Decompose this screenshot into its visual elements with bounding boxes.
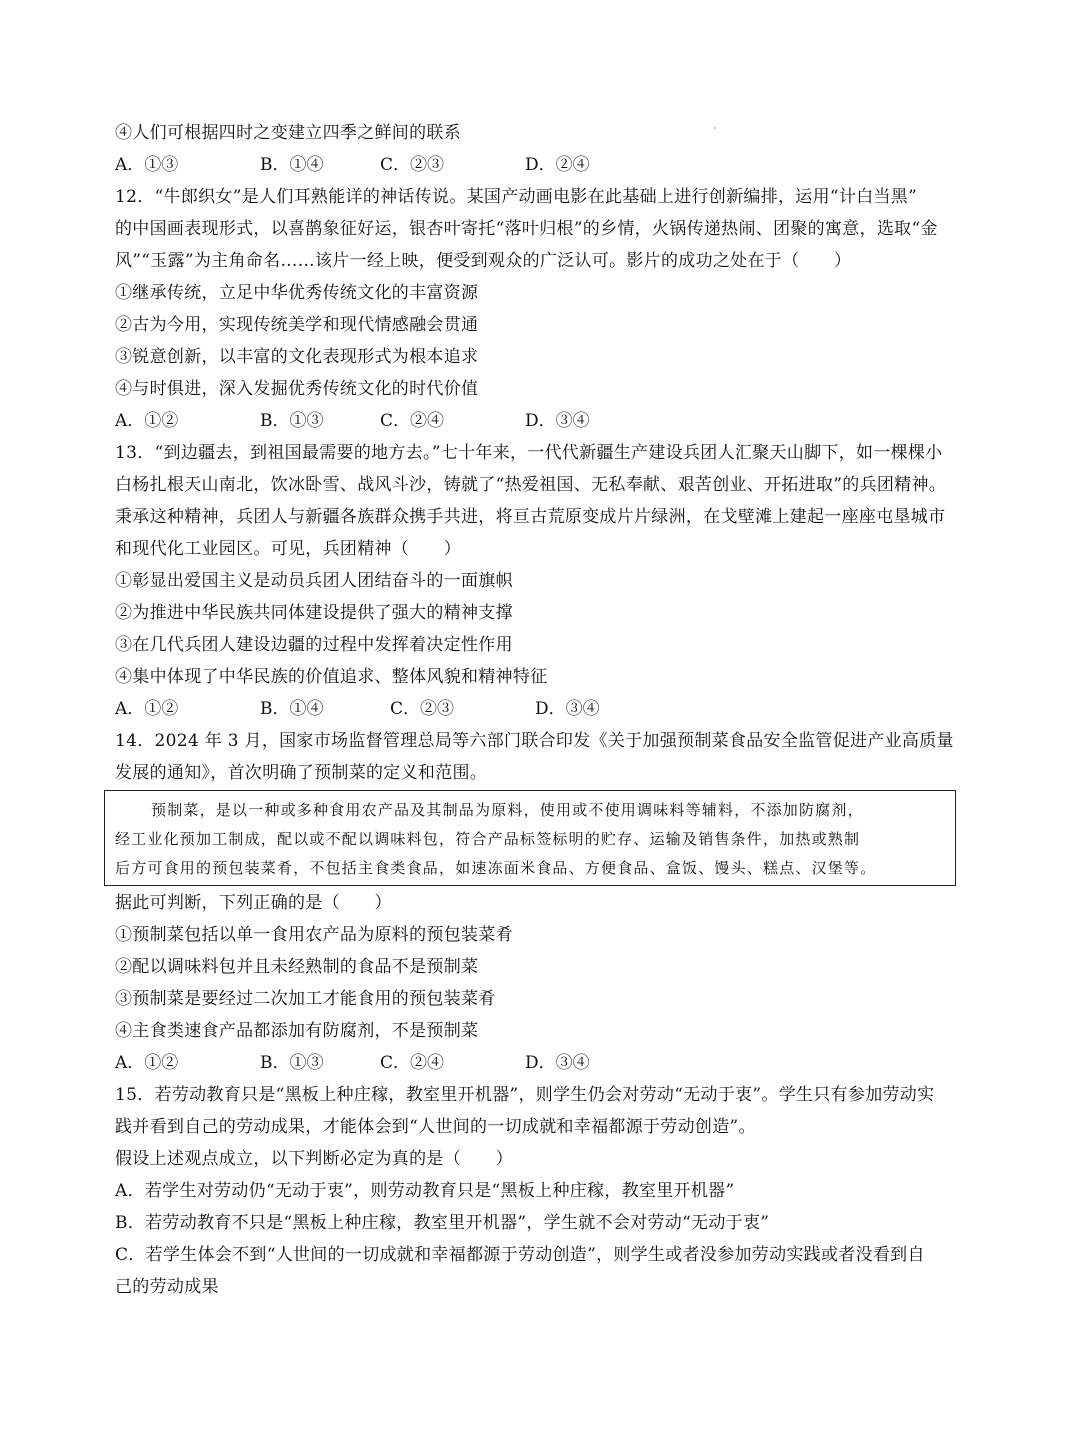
- q12-stem-line-3: 风”“玉露”为主角命名……该片一经上映，便受到观众的广泛认可。影片的成功之处在于（ ）: [115, 251, 852, 271]
- definition-box: [104, 790, 956, 886]
- scan-speck: [714, 127, 716, 129]
- q13-item-3: ③在几代兵团人建设边疆的过程中发挥着决定性作用: [115, 635, 513, 655]
- q13-item-1: ①彰显出爱国主义是动员兵团人团结奋斗的一面旗帜: [115, 571, 513, 591]
- q14-stem-line-1: 14．2024 年 3 月，国家市场监督管理总局等六部门联合印发《关于加强预制菜食品安全监管促进产业高质量: [115, 731, 954, 751]
- q14-option-a: A．①②: [115, 1053, 179, 1073]
- q13-option-a: A．①②: [115, 699, 179, 719]
- q14-option-c: C．②④: [380, 1053, 445, 1073]
- q15-option-c-line-2: 己的劳动成果: [115, 1277, 219, 1297]
- q12-option-c: C．②④: [380, 411, 445, 431]
- q15-option-a: A．若学生对劳动仍“无动于衷”，则劳动教育只是“黑板上种庄稼，教室里开机器”: [115, 1181, 735, 1201]
- q13-item-4: ④集中体现了中华民族的价值追求、整体风貌和精神特征: [115, 667, 548, 687]
- q15-stem-line-1: 15．若劳动教育只是“黑板上种庄稼，教室里开机器”，则学生仍会对劳动“无动于衷”。学生只有参加劳动实: [115, 1085, 935, 1105]
- q12-stem-line-1: 12．“牛郎织女”是人们耳熟能详的神话传说。某国产动画电影在此基础上进行创新编排，运用“计白当黑”: [115, 187, 918, 207]
- q11-option-c: C．②③: [380, 155, 445, 175]
- q13-stem-line-3: 秉承这种精神，兵团人与新疆各族群众携手共进，将亘古荒原变成片片绿洲，在戈壁滩上建起一座座屯垦城市: [115, 507, 946, 527]
- q13-stem-line-1: 13．“到边疆去，到祖国最需要的地方去。”七十年来，一代代新疆生产建设兵团人汇聚天山脚下，如一棵棵小: [115, 443, 943, 463]
- q14-stem-line-2: 发展的通知》，首次明确了预制菜的定义和范围。: [115, 763, 488, 783]
- q13-option-c: C．②③: [390, 699, 455, 719]
- q12-item-1: ①继承传统，立足中华优秀传统文化的丰富资源: [115, 283, 479, 303]
- q14-item-4: ④主食类速食产品都添加有防腐剂，不是预制菜: [115, 1021, 479, 1041]
- q11-option-b: B．①④: [260, 155, 324, 175]
- q12-option-a: A．①②: [115, 411, 179, 431]
- q12-stem-line-2: 的中国画表现形式，以喜鹊象征好运，银杏叶寄托“落叶归根”的乡情，火锅传递热闹、团聚的寓意，选取“金: [115, 219, 938, 239]
- q15-option-b: B．若劳动教育不只是“黑板上种庄稼，教室里开机器”，学生就不会对劳动“无动于衷”: [115, 1213, 770, 1233]
- q11-option-a: A．①③: [115, 155, 179, 175]
- q14-option-b: B．①③: [260, 1053, 324, 1073]
- q11-item-4: ④人们可根据四时之变建立四季之鲜间的联系: [115, 123, 461, 143]
- q14-ask: 据此可判断，下列正确的是（ ）: [115, 893, 392, 913]
- q12-item-2: ②古为今用，实现传统美学和现代情感融会贯通: [115, 315, 479, 335]
- q13-option-d: D．③④: [535, 699, 600, 719]
- q12-item-3: ③锐意创新，以丰富的文化表现形式为根本追求: [115, 347, 479, 367]
- q14-option-d: D．③④: [525, 1053, 590, 1073]
- q12-option-b: B．①③: [260, 411, 324, 431]
- q13-stem-line-4: 和现代化工业园区。可见，兵团精神（ ）: [115, 539, 461, 559]
- q12-option-d: D．③④: [525, 411, 590, 431]
- q14-item-3: ③预制菜是要经过二次加工才能食用的预包装菜肴: [115, 989, 496, 1009]
- q13-item-2: ②为推进中华民族共同体建设提供了强大的精神支撑: [115, 603, 513, 623]
- q13-stem-line-2: 白杨扎根天山南北，饮冰卧雪、战风斗沙，铸就了“热爱祖国、无私奉献、艰苦创业、开拓进取”的兵团精神。: [115, 475, 947, 495]
- q15-option-c-line-1: C．若学生体会不到“人世间的一切成就和幸福都源于劳动创造”，则学生或者没参加劳动实践或者没看到自: [115, 1245, 925, 1265]
- definition-line-1: 预制菜，是以一种或多种食用农产品及其制品为原料，使用或不使用调味料等辅料，不添加防腐剂，: [151, 801, 864, 819]
- definition-line-3: 后方可食用的预包装菜肴，不包括主食类食品，如速冻面米食品、方便食品、盒饭、馒头、糕点、汉堡等。: [115, 859, 877, 877]
- q15-stem-line-3: 假设上述观点成立，以下判断必定为真的是（ ）: [115, 1149, 513, 1169]
- q15-stem-line-2: 践并看到自己的劳动成果，才能体会到“人世间的一切成就和幸福都源于劳动创造”。: [115, 1117, 756, 1137]
- q14-item-2: ②配以调味料包并且未经熟制的食品不是预制菜: [115, 957, 479, 977]
- q13-option-b: B．①④: [260, 699, 324, 719]
- q14-item-1: ①预制菜包括以单一食用农产品为原料的预包装菜肴: [115, 925, 513, 945]
- definition-line-2: 经工业化预加工制成，配以或不配以调味料包，符合产品标签标明的贮存、运输及销售条件，加热或熟制: [115, 830, 861, 848]
- q11-option-d: D．②④: [525, 155, 590, 175]
- q12-item-4: ④与时俱进，深入发掘优秀传统文化的时代价值: [115, 379, 479, 399]
